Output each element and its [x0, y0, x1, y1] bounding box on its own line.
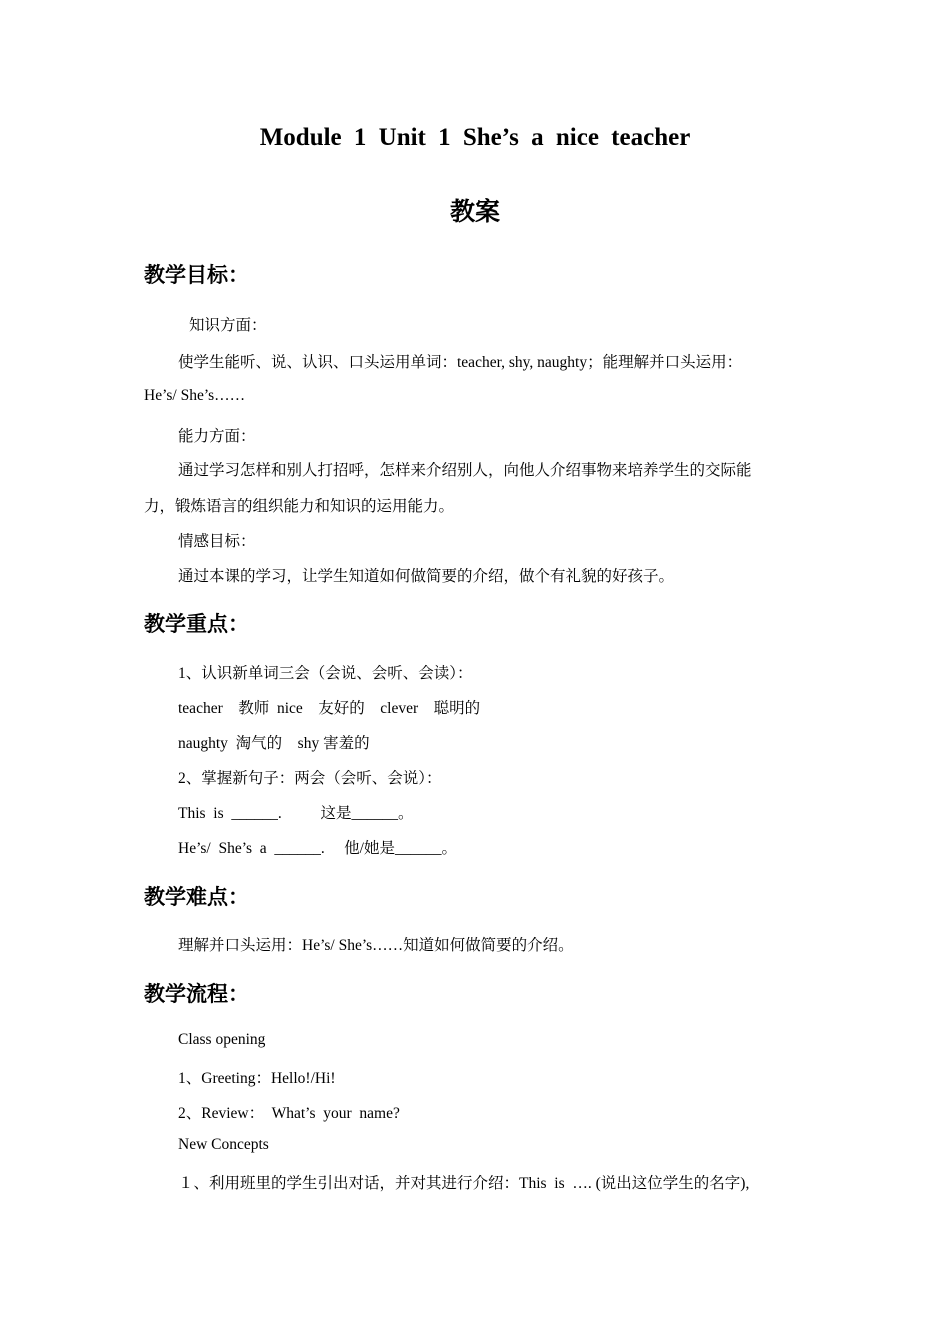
document-subtitle: 教案 — [449, 199, 500, 226]
knowledge-label: 知识方面： — [189, 317, 267, 334]
key-point-item-1: 1、认识新单词三会（会说、会听、会读）： — [178, 665, 473, 682]
procedure-step-1: 1、Greeting：Hello!/Hi! — [178, 1070, 336, 1087]
vocabulary-line-1: teacher 教师 nice 友好的 clever 聪明的 — [178, 700, 481, 717]
ability-line-2: 力，锻炼语言的组织能力和知识的运用能力。 — [144, 498, 455, 515]
procedure-step-2: 2、Review： What’s your name? — [178, 1105, 400, 1122]
sentence-pattern-1: This is ______. 这是______。 — [178, 805, 414, 822]
ability-line-1: 通过学习怎样和别人打招呼，怎样来介绍别人，向他人介绍事物来培养学生的交际能 — [178, 462, 752, 479]
difficulties-line: 理解并口头运用：He’s/ She’s……知道如何做简要的介绍。 — [178, 937, 574, 954]
sentence-pattern-2: He’s/ She’s a ______. 他/她是______。 — [178, 840, 457, 857]
emotion-label: 情感目标： — [178, 533, 256, 550]
procedure-class-opening: Class opening — [178, 1031, 266, 1048]
section-heading-difficulties: 教学难点： — [144, 884, 249, 909]
procedure-new-concepts: New Concepts — [178, 1136, 269, 1153]
key-point-item-2: 2、掌握新句子：两会（会听、会说）： — [178, 770, 442, 787]
knowledge-line-1: 使学生能听、说、认识、口头运用单词：teacher, shy, naughty；能理解并口头运用： — [178, 354, 743, 371]
section-heading-objectives: 教学目标： — [144, 262, 249, 287]
section-heading-key-points: 教学重点： — [144, 611, 249, 636]
section-heading-procedure: 教学流程： — [144, 981, 249, 1006]
ability-label: 能力方面： — [178, 428, 256, 445]
procedure-concept-1: １、利用班里的学生引出对话，并对其进行介绍：This is …. (说出这位学生的名字), — [178, 1175, 750, 1192]
knowledge-line-2: He’s/ She’s…… — [144, 387, 246, 404]
document-title: Module 1 Unit 1 She’s a nice teacher — [259, 124, 691, 151]
emotion-line: 通过本课的学习，让学生知道如何做简要的介绍，做个有礼貌的好孩子。 — [178, 568, 675, 585]
vocabulary-line-2: naughty 淘气的 shy 害羞的 — [178, 735, 370, 752]
